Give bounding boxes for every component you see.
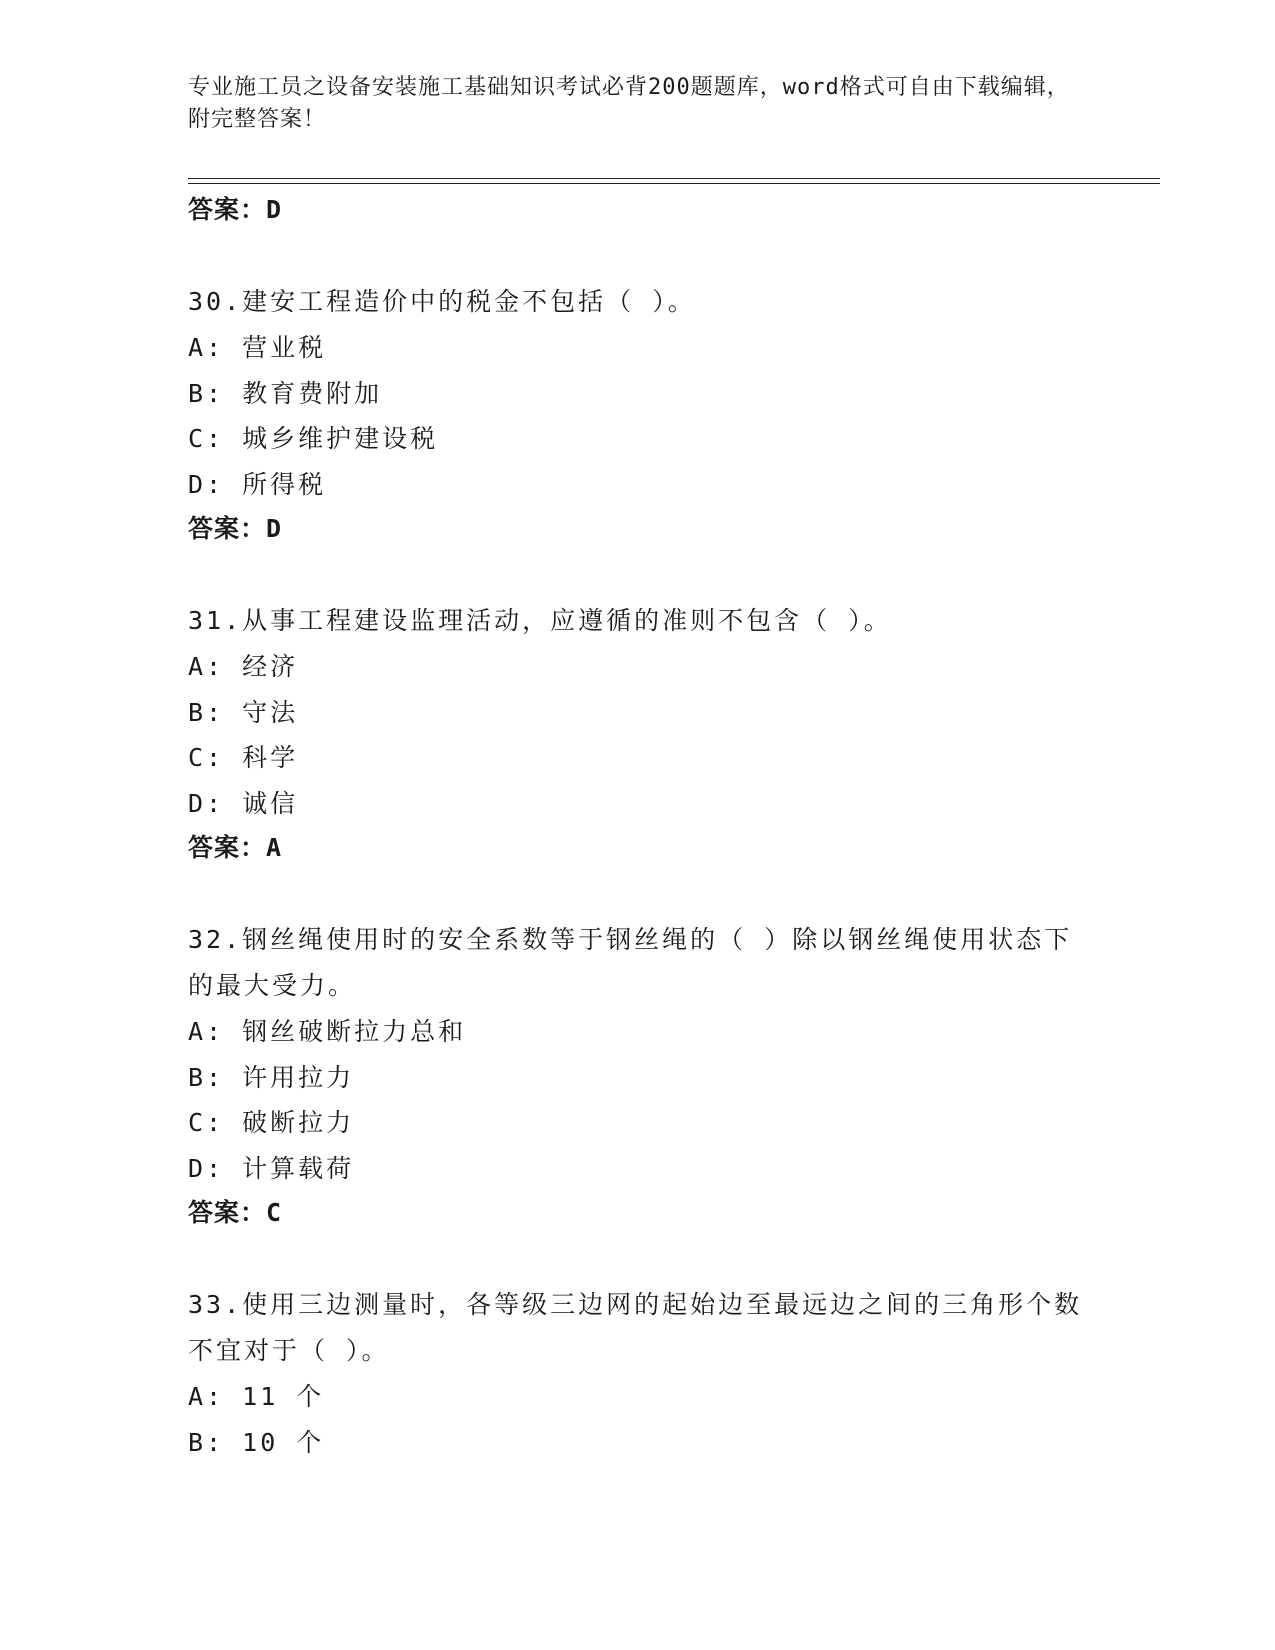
question-block — [188, 1282, 1088, 1465]
answer-label: 答案： — [188, 195, 267, 224]
header-divider-top — [188, 178, 1160, 179]
spacer — [188, 870, 1088, 917]
answer-label: 答案： — [188, 1198, 267, 1227]
spacer — [188, 1235, 1088, 1282]
option-b: B: 教育费附加 — [188, 378, 383, 408]
spacer — [188, 232, 1088, 279]
option-d: D: 诚信 — [188, 788, 299, 818]
question-stem: 30.建安工程造价中的税金不包括（ ）。 — [188, 287, 696, 316]
answer-value: A — [266, 833, 283, 862]
option-b: B: 许用拉力 — [188, 1062, 355, 1092]
option-a: A: 11 个 — [188, 1382, 325, 1411]
question-stem: 32.钢丝绳使用时的安全系数等于钢丝绳的（ ）除以钢丝绳使用状态下的最大受力。 — [188, 925, 1073, 1000]
answer-line — [188, 1191, 1088, 1235]
spacer — [188, 551, 1088, 598]
option-c: C: 科学 — [188, 743, 299, 772]
answer-value: C — [266, 1198, 283, 1227]
option-d: D: 所得税 — [188, 469, 327, 499]
option-a: A: 经济 — [188, 652, 299, 681]
answer-line — [188, 507, 1088, 551]
option-a: A: 营业税 — [188, 333, 327, 362]
question-block — [188, 279, 1088, 551]
question-stem: 33.使用三边测量时，各等级三边网的起始边至最远边之间的三角形个数不宜对于（ ）。 — [188, 1290, 1083, 1365]
answer-line — [188, 826, 1088, 870]
option-b: B: 10 个 — [188, 1427, 325, 1457]
answer-label: 答案： — [188, 514, 267, 543]
option-c: C: 破断拉力 — [188, 1108, 355, 1137]
option-b: B: 守法 — [188, 697, 299, 727]
header-divider-bottom — [188, 183, 1160, 184]
answer-label: 答案： — [188, 833, 267, 862]
question-block — [188, 917, 1088, 1235]
option-c: C: 城乡维护建设税 — [188, 424, 439, 453]
question-list — [188, 188, 1088, 1465]
answer-value: D — [266, 195, 283, 224]
answer-value: D — [266, 514, 283, 543]
question-block — [188, 598, 1088, 870]
question-stem: 31.从事工程建设监理活动，应遵循的准则不包含（ ）。 — [188, 606, 892, 635]
answer-line — [188, 188, 1088, 232]
document-header: 专业施工员之设备安装施工基础知识考试必背200题题库，word格式可自由下载编辑，附完整答案！ — [188, 75, 1070, 132]
option-a: A: 钢丝破断拉力总和 — [188, 1017, 467, 1046]
option-d: D: 计算载荷 — [188, 1153, 355, 1183]
